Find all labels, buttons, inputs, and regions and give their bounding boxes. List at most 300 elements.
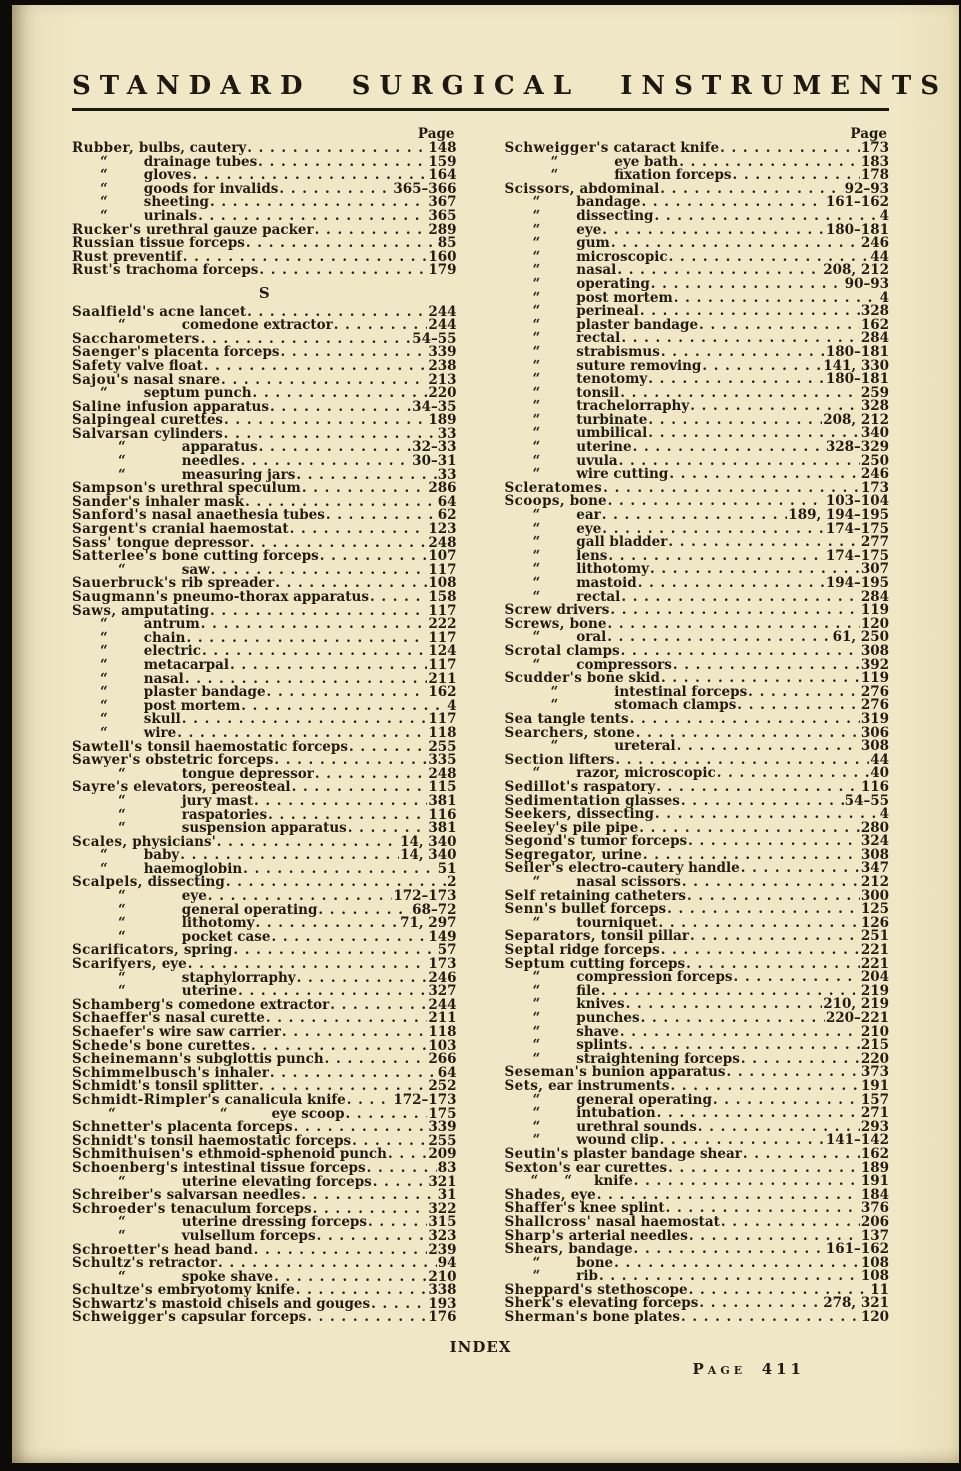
- index-entry: [72, 1091, 457, 1108]
- index-entry: [505, 411, 890, 428]
- page-number: 208, 212: [823, 262, 889, 279]
- entry-headword: Sets,: [504, 1077, 544, 1094]
- entry-headword: Sherk's: [504, 1295, 564, 1312]
- entry-text: tongue depressor: [181, 765, 314, 782]
- page-number: 284: [860, 330, 889, 347]
- entry-text: lifters: [564, 751, 615, 768]
- index-entry: [72, 180, 457, 197]
- ditto-mark: “: [550, 167, 559, 184]
- dot-leader: [681, 795, 844, 809]
- dot-leader: [274, 1271, 427, 1285]
- index-entry: [72, 142, 457, 156]
- entry-text: lithotomy: [181, 915, 255, 932]
- ditto-mark: “: [532, 874, 541, 891]
- index-entry: [505, 289, 890, 306]
- dot-leader: [301, 1189, 436, 1203]
- page-number: 174–175: [825, 520, 889, 537]
- dot-leader: [254, 1244, 428, 1258]
- entry-text: subglottis punch: [191, 1051, 324, 1068]
- entry-headword: Screw: [504, 602, 552, 619]
- entry-headword: Scoops,: [504, 493, 566, 510]
- entry-text: bone skid: [582, 670, 660, 687]
- entry-text: tonsil haemostatic forceps: [142, 738, 348, 755]
- ditto-mark: “: [118, 466, 126, 483]
- ditto-mark: “: [532, 1091, 541, 1108]
- page-number: 322: [428, 1200, 457, 1217]
- page-number: 306: [860, 724, 889, 741]
- entry-text: wire cutting: [576, 466, 669, 483]
- ditto-mark: “: [118, 806, 126, 823]
- entry-text: salvarsan needles: [161, 1187, 301, 1204]
- page-number: 64: [437, 1064, 457, 1081]
- dot-leader: [674, 292, 879, 306]
- page-number: 277: [860, 534, 889, 551]
- page-number: 180–181: [825, 221, 889, 238]
- page-number: 85: [437, 235, 457, 252]
- dot-leader: [307, 1311, 427, 1325]
- ditto-mark: “: [550, 738, 559, 755]
- entry-headword: Schweigger's: [504, 140, 609, 156]
- index-entry: [72, 656, 457, 673]
- page-number: 180–181: [825, 371, 889, 388]
- ditto-mark: “: [118, 901, 126, 918]
- page-number: 124: [428, 643, 457, 660]
- ditto-mark: “: [532, 969, 541, 986]
- index-entry: [72, 602, 457, 619]
- page-number: 117: [428, 656, 457, 673]
- entry-text: bone: [576, 1254, 614, 1271]
- ditto-mark: “: [532, 520, 541, 537]
- page-number: 328–329: [825, 439, 889, 456]
- entry-headword: Satterlee's: [72, 548, 158, 565]
- dot-leader: [320, 550, 428, 564]
- entry-text: knives: [576, 996, 625, 1013]
- dot-leader: [296, 469, 436, 483]
- dot-leader: [290, 523, 428, 537]
- dot-leader: [717, 767, 870, 781]
- entry-headword: Saenger's: [72, 344, 150, 361]
- entry-text: vulsellum forceps: [181, 1227, 316, 1244]
- entry-text: rectal: [576, 330, 621, 347]
- dot-leader: [702, 360, 822, 374]
- dot-leader: [270, 1067, 437, 1081]
- page-number: 108: [428, 575, 457, 592]
- entry-text: trachoma forceps: [121, 262, 259, 279]
- dot-leader: [688, 835, 860, 849]
- page-number: 211: [428, 1010, 457, 1027]
- ditto-mark: “: [100, 180, 108, 197]
- page-number: 280: [860, 819, 889, 836]
- page-number: 347: [860, 860, 889, 877]
- ditto-mark: “: [100, 860, 108, 877]
- page-number: 221: [860, 942, 889, 959]
- entry-headword: Senn's: [504, 901, 557, 918]
- entry-headword: Segregator,: [504, 846, 597, 863]
- entry-headword: Scarifyers,: [72, 956, 158, 973]
- ditto-mark: “: [532, 1037, 541, 1054]
- page-number: 117: [428, 561, 457, 578]
- ditto-mark: “: [532, 1050, 541, 1067]
- dot-leader: [601, 985, 860, 999]
- entry-text: urine: [596, 846, 642, 863]
- entry-text: wound clip: [576, 1132, 659, 1149]
- dot-leader: [388, 1148, 427, 1162]
- page-number: 117: [428, 711, 457, 728]
- entry-text: haemoglobin: [143, 860, 243, 877]
- entry-headword: Rubber,: [72, 140, 135, 156]
- ditto-mark: “: [118, 1173, 126, 1190]
- page-number: 189: [860, 1159, 889, 1176]
- index-entry: [72, 264, 457, 278]
- page-number: 184: [860, 1186, 889, 1203]
- dot-leader: [270, 401, 411, 415]
- dot-leader: [254, 795, 427, 809]
- ditto-mark: “: [532, 411, 541, 428]
- entry-headword: Shears,: [504, 1241, 564, 1258]
- ditto-mark: “: [100, 153, 108, 170]
- index-entry: [505, 441, 890, 455]
- dot-leader: [349, 741, 427, 755]
- index-entry: [72, 645, 457, 659]
- page-number: 244: [428, 996, 457, 1013]
- dot-leader: [253, 387, 428, 401]
- page-number: 94: [437, 1255, 457, 1272]
- entry-text: mastoid chisels and gouges: [156, 1295, 371, 1312]
- entry-headword: Sexton's: [504, 1159, 571, 1176]
- entry-headword: Sea: [504, 710, 533, 727]
- page-number: 120: [860, 615, 889, 632]
- page-number: 161–162: [825, 1241, 889, 1258]
- page-number: 162: [428, 684, 457, 701]
- ditto-mark: “: [532, 357, 541, 374]
- ditto-mark: “: [550, 683, 559, 700]
- page: [12, 5, 959, 1463]
- page-number: 64: [437, 493, 457, 510]
- page-number: 266: [428, 1051, 457, 1068]
- entry-text: chain: [143, 629, 186, 646]
- entry-text: measuring jars: [181, 466, 296, 483]
- page-number: 308: [860, 642, 889, 659]
- page-number: 34–35: [412, 398, 457, 415]
- dot-leader: [748, 686, 860, 700]
- ditto-mark: “: [532, 330, 541, 347]
- dot-leader: [641, 1012, 825, 1026]
- ditto-mark: “: [532, 1132, 541, 1149]
- entry-headword: Seekers,: [504, 806, 572, 823]
- entry-headword: Seutin's: [504, 1145, 569, 1162]
- entry-headword: Separators,: [504, 928, 596, 945]
- page-column-header: Page: [417, 126, 455, 142]
- entry-headword: Searchers,: [504, 724, 589, 741]
- page-number: 293: [860, 1118, 889, 1135]
- ditto-mark: “: [532, 398, 541, 415]
- page-number: 335: [428, 752, 457, 769]
- entry-text: wire saw carrier: [154, 1024, 281, 1040]
- page-number: 173: [860, 479, 889, 496]
- page-number: 215: [860, 1037, 889, 1054]
- ditto-mark: “: [532, 1010, 541, 1026]
- entry-headword: Schede's: [72, 1037, 142, 1054]
- page-number: 289: [428, 221, 457, 238]
- index-entry: [505, 1023, 890, 1040]
- entry-text: ear: [576, 507, 601, 524]
- entry-text: gloves: [143, 167, 192, 184]
- ditto-mark: “: [118, 1227, 126, 1244]
- page-number: 90–93: [844, 275, 889, 292]
- entry-text: urethral speculum: [155, 480, 301, 497]
- index-entry: [504, 615, 890, 632]
- ditto-mark: “: [118, 820, 126, 837]
- ditto-mark: “: [100, 670, 108, 687]
- dot-leader: [187, 632, 428, 646]
- entry-headword: Sedillot's: [504, 778, 579, 795]
- entry-text: elevating forceps: [563, 1295, 699, 1312]
- dot-leader: [210, 196, 427, 210]
- entry-headword: Sayre's: [72, 779, 129, 796]
- entry-text: nasal anaethesia tubes: [147, 507, 325, 524]
- entry-text: intestinal tissue forceps: [178, 1159, 366, 1176]
- entry-text: eye: [565, 1186, 596, 1203]
- entry-headword: Schmidt's: [72, 1078, 151, 1095]
- ditto-mark: “: [530, 1173, 539, 1190]
- dot-leader: [607, 618, 859, 632]
- page-number: 108: [860, 1254, 889, 1271]
- dot-leader: [367, 1162, 437, 1176]
- page-number: 327: [428, 983, 457, 1000]
- page-number: 4: [879, 207, 889, 224]
- ditto-mark: “: [532, 262, 541, 279]
- entry-text: elevators, pereosteal: [128, 779, 291, 796]
- ditto-mark: “: [532, 996, 541, 1013]
- entry-text: compression forceps: [576, 969, 733, 986]
- entry-headword: Screws,: [504, 615, 565, 632]
- page-number: 33: [437, 466, 457, 483]
- page-number: 176: [428, 1309, 457, 1326]
- dot-leader: [602, 509, 788, 523]
- index-entry: [72, 833, 457, 850]
- page-number: 40: [870, 765, 889, 782]
- ditto-mark: “: [532, 765, 541, 782]
- index-entry: [505, 1243, 890, 1257]
- index-entry: [505, 547, 890, 564]
- entry-headword: Saws,: [72, 602, 117, 619]
- entry-text: infusion apparatus: [121, 398, 269, 415]
- entry-headword: Schaefer's: [72, 1024, 155, 1040]
- dot-leader: [633, 441, 825, 455]
- entry-text: microscopic: [576, 248, 668, 265]
- entry-text: shave: [576, 1023, 619, 1040]
- entry-headword: Salvarsan: [72, 425, 150, 442]
- entry-headword: Shaffer's: [504, 1200, 576, 1217]
- entry-text: bullet forceps: [556, 901, 667, 918]
- page-number: 259: [860, 384, 889, 401]
- entry-text: gum: [576, 235, 610, 252]
- dot-leader: [743, 1148, 860, 1162]
- entry-text: uterine: [181, 983, 238, 1000]
- ditto-mark: “: [532, 1254, 541, 1271]
- ditto-mark: “: [118, 983, 126, 1000]
- page-number: 141–142: [825, 1132, 889, 1149]
- page-number: 162: [860, 1145, 889, 1162]
- index-entry: [505, 903, 890, 917]
- page-number: 194–195: [825, 575, 889, 591]
- entry-text: compressors: [576, 656, 672, 673]
- dot-leader: [721, 1216, 860, 1230]
- entry-headword: Sawtell's: [72, 738, 143, 755]
- ditto-mark: “: [532, 303, 541, 320]
- index-entry: [505, 221, 890, 238]
- dot-leader: [699, 319, 860, 333]
- page-number: 367: [428, 194, 457, 211]
- entry-text: goods for invalids: [143, 180, 279, 197]
- page-number: 189: [428, 412, 457, 429]
- entry-headword: Schnidt's: [72, 1132, 146, 1149]
- page-number: 381: [428, 792, 457, 809]
- entry-text: tonsil haemostatic forceps: [145, 1132, 352, 1149]
- index-entry: [72, 618, 457, 632]
- ditto-mark: “: [118, 1214, 126, 1231]
- page-number: 178: [860, 167, 889, 184]
- entry-text: embryotomy knife: [152, 1282, 295, 1299]
- page-number: 172–173: [393, 1091, 457, 1108]
- column-left-entries: [72, 142, 457, 1325]
- footer-index-label: INDEX: [449, 1338, 512, 1357]
- dot-leader: [266, 1012, 427, 1026]
- ditto-mark: “: [532, 207, 541, 224]
- entry-headword: Sauerbruck's: [72, 575, 177, 592]
- ditto-mark: “: [532, 656, 541, 673]
- entry-text: capsular forceps: [176, 1309, 307, 1326]
- page-number: 211: [428, 670, 457, 687]
- index-entry: [505, 196, 890, 210]
- page-number: 116: [860, 778, 889, 795]
- page-number: 44: [870, 248, 889, 265]
- dot-leader: [656, 781, 860, 795]
- dot-leader: [326, 509, 437, 523]
- entry-text: stone: [588, 724, 635, 741]
- ditto-mark: “: [532, 534, 541, 551]
- dot-leader: [224, 414, 427, 428]
- page-number: 276: [860, 697, 889, 714]
- entry-text: ear curettes: [570, 1159, 668, 1176]
- dot-leader: [638, 577, 825, 591]
- entry-headword: Russian: [72, 235, 135, 252]
- entry-text: nasal snare: [128, 371, 221, 388]
- entry-text: general operating: [576, 1091, 712, 1108]
- entry-text: arterial needles: [563, 1227, 688, 1244]
- entry-text: electric: [143, 643, 201, 660]
- ditto-mark: “: [550, 697, 559, 714]
- entry-headword: Schultze's: [72, 1282, 153, 1299]
- page-number: 276: [860, 683, 889, 700]
- index-entry: [72, 629, 457, 646]
- dot-leader: [302, 482, 427, 496]
- dot-leader: [621, 591, 860, 605]
- entry-text: uterine: [576, 439, 632, 456]
- entry-text: jury mast: [181, 792, 253, 809]
- dot-leader: [737, 699, 860, 713]
- index-entry: [72, 697, 457, 714]
- page-number: 118: [428, 1024, 457, 1040]
- entry-text: lens: [576, 547, 608, 564]
- ditto-mark: “: [100, 629, 108, 646]
- page-number: 251: [860, 928, 889, 945]
- index-entry: [72, 441, 457, 455]
- page-number: 71, 297: [400, 915, 457, 932]
- index-entry: [505, 316, 890, 333]
- ditto-mark: “: [118, 453, 126, 470]
- page-number: 173: [860, 140, 889, 156]
- page-number: 54–55: [844, 792, 889, 809]
- page-number: 315: [428, 1214, 457, 1231]
- ditto-mark: “: [532, 1023, 541, 1040]
- dot-leader: [687, 890, 860, 904]
- entry-text: tonsil splitter: [150, 1078, 259, 1095]
- entry-text: tonsil: [576, 384, 620, 401]
- entry-text: nasal: [143, 670, 184, 687]
- index-entry: [72, 901, 457, 918]
- page-number: 149: [428, 928, 457, 945]
- index-entry: [72, 781, 457, 795]
- entry-text: electro-cautery handle: [563, 860, 740, 877]
- ditto-mark: “: [532, 1105, 541, 1122]
- entry-headword: Self: [504, 887, 536, 904]
- page-number: 246: [428, 969, 457, 986]
- entry-text: uterine elevating forceps: [181, 1173, 372, 1190]
- entry-text: lithotomy: [576, 561, 649, 578]
- entry-text: staphylorraphy: [181, 969, 296, 986]
- page-number: 123: [428, 521, 457, 538]
- page-number: 340: [860, 425, 889, 442]
- page-number: 117: [428, 629, 457, 646]
- ditto-mark: “: [118, 317, 126, 334]
- ditto-mark: “: [100, 616, 108, 633]
- ditto-mark: “: [532, 425, 541, 442]
- dot-leader: [325, 1053, 428, 1067]
- ditto-mark: “: [118, 969, 126, 986]
- page-number: 244: [428, 317, 457, 334]
- ditto-mark: “: [532, 316, 541, 333]
- dot-leader: [667, 903, 860, 917]
- entry-text: pocket case: [181, 928, 271, 945]
- dot-leader: [741, 862, 860, 876]
- dot-leader: [201, 618, 428, 632]
- entry-text: plaster bandage shear: [568, 1145, 742, 1162]
- entry-text: spring: [179, 942, 233, 959]
- entry-text: tissue forceps: [134, 235, 245, 252]
- page-number: 30–31: [412, 453, 457, 470]
- entry-headword: Sawyer's: [72, 752, 141, 769]
- entry-text: acne lancet: [154, 303, 247, 320]
- dot-leader: [641, 196, 824, 210]
- dot-leader: [297, 972, 428, 986]
- entry-text: tonsil pillar: [595, 928, 689, 945]
- page-number: 208, 212: [823, 411, 889, 428]
- page-number: 278, 321: [823, 1295, 889, 1312]
- dot-leader: [255, 917, 399, 931]
- dot-leader: [614, 1257, 860, 1271]
- entry-headword: Sargent's: [72, 521, 148, 538]
- dot-leader: [626, 998, 823, 1012]
- dot-leader: [217, 836, 399, 850]
- page-number: 210, 219: [823, 996, 889, 1013]
- page-number: 180–181: [825, 343, 889, 360]
- entry-text: valve float: [121, 357, 203, 374]
- page-number: 210: [860, 1023, 889, 1040]
- entry-text: head band: [169, 1241, 253, 1258]
- entry-headword: Scales,: [72, 833, 128, 850]
- dot-leader: [267, 686, 428, 700]
